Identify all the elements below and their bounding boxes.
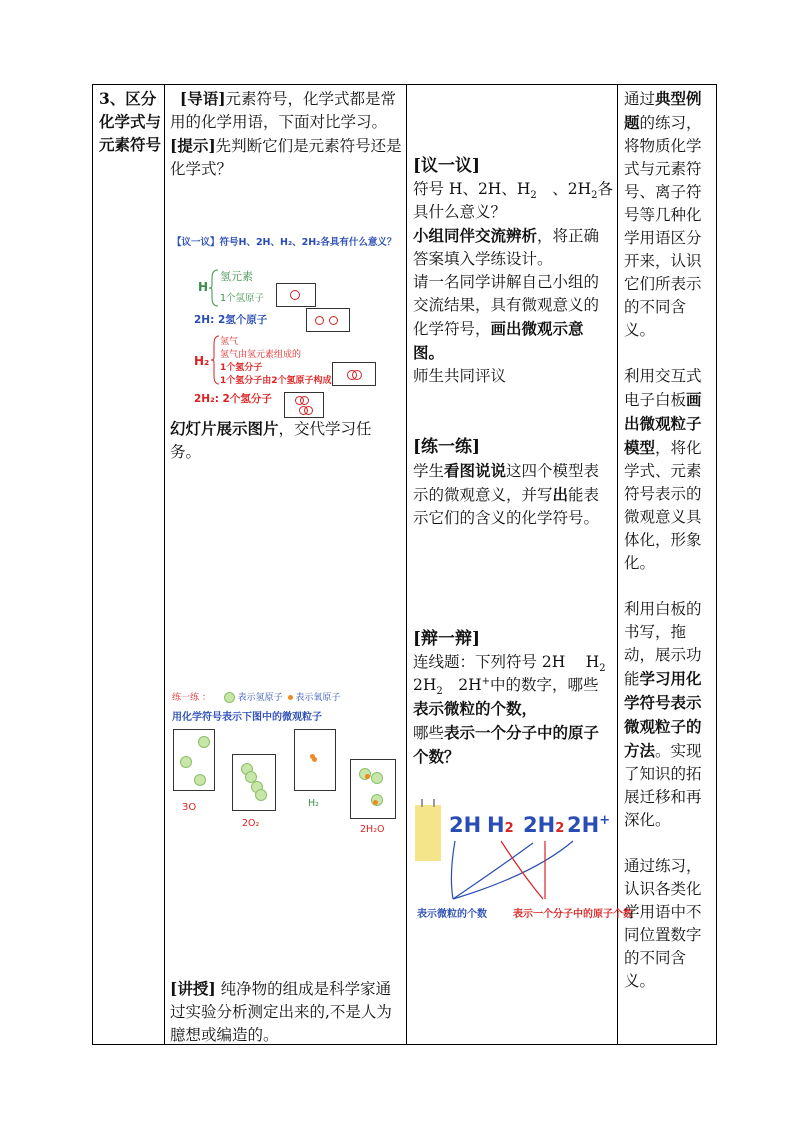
atom-box: [276, 283, 316, 307]
debate-heading: [辩一辩]: [413, 629, 481, 649]
model-box: [232, 754, 276, 811]
symbol-2h: 2H: [449, 813, 482, 837]
model-label: 2H₂O: [360, 824, 385, 835]
lecture-paragraph: [讲授] 纯净物的组成是科学家通过实验分析测定出来的,不是人为臆想或编造的。: [170, 979, 392, 1044]
slide-practice-image: [170, 688, 402, 838]
hint-paragraph: [提示]先判断它们是元素符号还是化学式？: [170, 136, 402, 178]
h2-meaning: 氢气: [220, 337, 239, 347]
model-label: H₂: [308, 798, 319, 809]
hydrogen-atom-icon: [224, 692, 235, 703]
atom-circle: [290, 290, 300, 300]
model-box: [173, 729, 215, 791]
slide-title: 【议一议】符号H、2H、H₂、2H₂各具有什么意义？: [172, 237, 397, 248]
atom-circle: [312, 757, 317, 762]
symbol-h2: H2: [487, 813, 514, 837]
h-meaning: 氢元素: [220, 270, 253, 283]
column-divider: [164, 85, 165, 1044]
legend-o: 表示氧原子: [295, 693, 341, 703]
atom-circle: [255, 789, 267, 801]
model-box: [294, 729, 336, 791]
intent-3: 利用白板的书写，拖动，展示功能学习用化学符号表示微观粒子的方法。实现了知识的拓展迁移和再深化。: [624, 600, 702, 829]
symbol-2h2: 2H2: [523, 813, 565, 837]
brace-icon: [208, 268, 220, 308]
practice-instruction: 用化学符号表示下图中的微观粒子: [172, 712, 322, 723]
practice-heading: [练一练]: [413, 437, 481, 457]
model-label: 2O₂: [242, 818, 260, 829]
atom-circle: [365, 774, 370, 779]
design-intent: [624, 87, 710, 993]
atom-box: [306, 308, 350, 332]
practice-text: 学生看图说说这四个模型表示的微观意义，并写出能表示它们的含义的化学符号。: [413, 461, 600, 527]
model-box: [350, 759, 396, 819]
column-divider: [406, 85, 407, 1044]
atom-circle: [304, 406, 313, 415]
section-title: 3、区分化学式与元素符号: [99, 89, 162, 154]
student-debate: [413, 628, 613, 769]
model-label: 3O: [182, 802, 197, 813]
legend-prefix: 练一练 ：: [172, 693, 211, 703]
atom-circle: [352, 370, 362, 380]
atom-circle: [300, 396, 309, 405]
molecule-box: [284, 392, 324, 418]
two-h: 2H: 2氢个原子: [194, 314, 268, 326]
legend-row: [172, 690, 340, 703]
h-symbol: H: [198, 280, 209, 294]
atom-circle: [329, 316, 338, 325]
atom-circle: [194, 774, 206, 786]
legend-h: 表示氢原子: [237, 693, 283, 703]
two-h2: 2H₂: 2个氢分子: [194, 393, 272, 405]
symbol-2h-plus: 2H+: [567, 813, 611, 837]
discuss-instruction: 小组同伴交流辨析，将正确答案填入学练设计。: [413, 226, 600, 268]
slide-caption: 幻灯片展示图片，交代学习任务。: [170, 419, 372, 461]
student-practice: [413, 436, 613, 530]
intent-2: 利用交互式电子白板画出微观粒子模型，将化学式、元素符号表示的微观意义具体化，形象化。: [624, 367, 702, 572]
brace-icon: [210, 334, 220, 386]
h2-meaning: 1个氢分子由2个氢原子构成: [220, 376, 332, 386]
h2-meaning: 1个氢分子: [220, 363, 263, 373]
atom-circle: [371, 772, 383, 784]
oxygen-atom-icon: [288, 695, 293, 700]
discuss-heading: [议一议]: [413, 156, 481, 176]
intent-4: 通过练习，认识各类化学用语中不同位置数字的不同含义。: [624, 857, 702, 990]
column-divider: [617, 85, 618, 1044]
match-label-atoms: 表示一个分子中的原子个数: [513, 909, 633, 920]
discuss-report: 请一名同学讲解自己小组的交流结果，具有微观意义的化学符号，画出微观示意图。: [413, 273, 600, 362]
guide-paragraph: [导语]元素符号，化学式都是常用的化学用语，下面对比学习。: [170, 89, 397, 131]
debate-text: 连线题：下列符号 2H $H_2$ $2H_2$ 2H+中的数字，哪些表示微粒的个数，: [413, 653, 606, 718]
atom-circle: [315, 316, 324, 325]
h-meaning: 1个氢原子: [220, 293, 265, 304]
student-discuss: [413, 155, 613, 388]
atom-circle: [180, 756, 192, 768]
teacher-activity: [170, 87, 402, 181]
atom-circle: [373, 800, 378, 805]
discuss-review: 师生共同评议: [413, 367, 507, 385]
atom-circle: [198, 736, 210, 748]
slide-discuss-image: [170, 228, 402, 418]
molecule-box: [332, 362, 376, 386]
match-label-count: 表示微粒的个数: [417, 909, 487, 920]
h2-symbol: H₂: [194, 354, 210, 368]
debate-text-2: 哪些表示一个分子中的原子个数？: [413, 723, 600, 766]
matching-exercise-image: [413, 795, 633, 925]
intent-1: 通过典型例题的练习，将物质化学式与元素符号、离子符号等几种化学用语区分开来，认识它们所表示的不同含义。: [624, 89, 702, 339]
h2-meaning: 氢气由氢元素组成的: [220, 350, 302, 360]
discuss-question: 符号 H、2H、$H_2$ 、$2H_2$各具什么意义？: [413, 180, 614, 221]
